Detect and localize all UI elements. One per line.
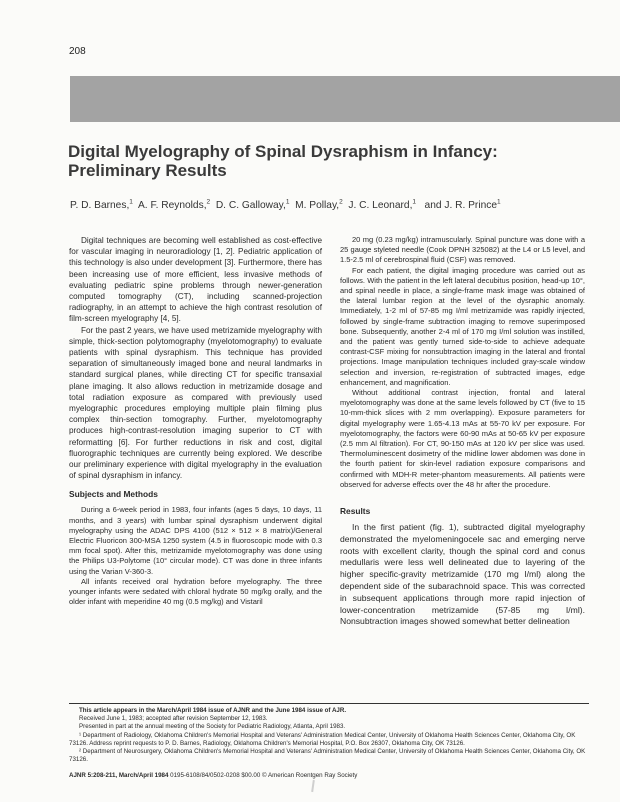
body-paragraph: In the first patient (fig. 1), subtracted digital myelography demonstrated the myelomeningocele sac and emerging nerve roots with excellent clarity, though the spinal cord and conus medullaris were less well delineated due to layering of the higher specific-gravity metrizamide (170 mg I/ml) along the dependent side of the subarachnoid space. This was corrected in subsequent applications through more rapid injection of lower-concentration metrizamide (57-85 mg I/ml). Nonsubtraction images showed somewhat better delineation bbox=[340, 522, 585, 627]
footnote: Presented in part at the annual meeting of the Society for Pediatric Radiology, Atlanta, April 1983. bbox=[79, 723, 346, 731]
section-heading: Subjects and Methods bbox=[69, 489, 158, 500]
pencil-mark bbox=[311, 780, 315, 792]
body-paragraph: All infants received oral hydration before myelography. The three younger infants were sedated with chloral hydrate 50 mg/kg orally, and the older infant with meperidine 40 mg (0.5 mg/kg) and Vistaril bbox=[69, 576, 322, 607]
left-column bbox=[69, 235, 322, 608]
body-paragraph: Digital techniques are becoming well established as cost-effective for vascular imaging in neuroradiology [1, 2]. Pediatric application of this technology is also under development [3]. Furthermore, there has been increasing use of more efficient, less invasive methods of evaluating pediatric spine problems through newer-generation computed tomography (CT), including scanned-projection radiography, in an attempt to achieve the high contrast resolution of film-screen myelography [4, 5]. bbox=[69, 236, 322, 324]
author: A. F. Reynolds,$^2$ bbox=[138, 199, 211, 212]
footnote: ¹ Department of Radiology, Oklahoma Children's Memorial Hospital and Veterans' Administration Medical Center, University of Oklahoma Health Sciences Center, Oklahoma City, OK 73126. Address reprint requests to P. D. Barnes, Radiology, Oklahoma Children's Memorial Hospital, P.O. Box 26307, Oklahoma City, OK 73126. bbox=[69, 731, 576, 747]
author: P. D. Barnes,$^1$ bbox=[70, 199, 133, 212]
author: M. Pollay,$^2$ bbox=[295, 199, 343, 212]
author: D. C. Galloway,$^1$ bbox=[215, 199, 290, 212]
body-paragraph: During a 6-week period in 1983, four infants (ages 5 days, 10 days, 11 months, and 3 years) with lumbar spinal dysraphism underwent digital myelography using the ADAC DPS 4100 (512 × 512 × 8 matrix)/General Electric Fluoricon 300-MSA 1250 system (4.5 in fluoroscopic mode with 0.3 mm focal spot). After this, metrizamide myelotomography was done using the Philips U3-Polytome (10° circular mode). CT was done in three infants using the Varian V-360-3. bbox=[69, 505, 322, 576]
body-paragraph: For the past 2 years, we have used metrizamide myelography with simple, thick-section polytomography (myelotomography) to evaluate patients with spinal dysraphism. This technique has provided separation of simultaneously imaged bone and neural landmarks in standard surgical planes, while directing CT for specific transaxial plane imaging. It also allows reduction in metrizamide dosage and total radiation exposure as compared with previously used myelographic procedures employing multiple plain filming plus complex thin-section tomography. Further, myelotomography produces high-contrast-resolution imaging superior to CT with reformatting [6]. For further reductions in risk and cost, digital fluorographic techniques are currently being explored. We describe our preliminary experience with digital myelography in the evaluation of spinal dysraphism in infancy. bbox=[69, 325, 322, 481]
citation-details: 0195-6108/84/0502-0208 $00.00 © American Roentgen Ray Society bbox=[170, 772, 358, 779]
author-list bbox=[70, 199, 570, 211]
footnote: ² Department of Neurosurgery, Oklahoma Children's Memorial Hospital and Veterans' Administration Medical Center, University of Oklahoma Health Sciences Center, Oklahoma City, OK 73126. bbox=[69, 748, 586, 764]
footnote: Received June 1, 1983; accepted after revision September 12, 1983. bbox=[79, 715, 268, 723]
footnote: This article appears in the March/April 1984 issue of AJNR and the June 1984 issue of AJR. bbox=[79, 707, 347, 714]
header-band bbox=[70, 76, 620, 122]
page-number: 208 bbox=[69, 46, 86, 57]
citation-line bbox=[69, 772, 589, 779]
author: and J. R. Prince$^1$ bbox=[424, 199, 501, 212]
body-paragraph: 20 mg (0.23 mg/kg) intramuscularly. Spinal puncture was done with a 25 gauge styleted needle (Cook DPNH 325082) at the L4 or L5 level, and 1.5-2.5 ml of cerebrospinal fluid (CSF) was removed. bbox=[340, 235, 585, 265]
body-paragraph: Without additional contrast injection, frontal and lateral myelotomography was done at the same levels followed by CT (five to 15 10-mm-thick slices with 2 mm overlapping). Exposure parameters for digital myelography were 1.65-4.13 mAs at 55-70 kV per exposure. For myelotomography, the factors were 60-90 mAs at 50-65 kV per exposure (2.5 mm Al filtration). For CT, 90-150 mAs at 120 kV per slice was used. Thermoluminescent dosimetry of the midline lower abdomen was done in the fourth patient for skin-level radiation exposure comparisons and confirmed with MDH-R meter-phantom measurements. All patients were observed for adverse effects over the 48 hr after the procedure. bbox=[340, 388, 585, 489]
right-column bbox=[340, 235, 585, 628]
section-heading: Results bbox=[340, 506, 371, 517]
footnotes bbox=[69, 703, 589, 764]
body-paragraph: For each patient, the digital imaging procedure was carried out as follows. With the patient in the left lateral decubitus position, head-up 10°, and spinal needle in place, a single-frame mask image was obtained of the lateral lumbar region at the level of the dysraphic anomaly. Immediately, 1-2 ml of 57-85 mg I/ml metrizamide was rapidly injected, followed by single-frame subtraction imaging to remove superimposed bone. Subsequently, another 2-4 ml of 170 mg I/ml solution was instilled, and the patient was gently turned side-to-side to achieve adequate contrast-CSF mixing for nonsubtraction imaging in the lateral and frontal projections. Image manipulation techniques included gray-scale window selection and inversion, re-registration of subtracted images, edge enhancement, and magnification. bbox=[340, 265, 585, 387]
journal-citation: AJNR 5:208-211, March/April 1984 bbox=[69, 772, 169, 779]
article-title: Digital Myelography of Spinal Dysraphism in Infancy: Preliminary Results bbox=[68, 142, 498, 180]
author: J. C. Leonard,$^1$ bbox=[348, 199, 417, 212]
